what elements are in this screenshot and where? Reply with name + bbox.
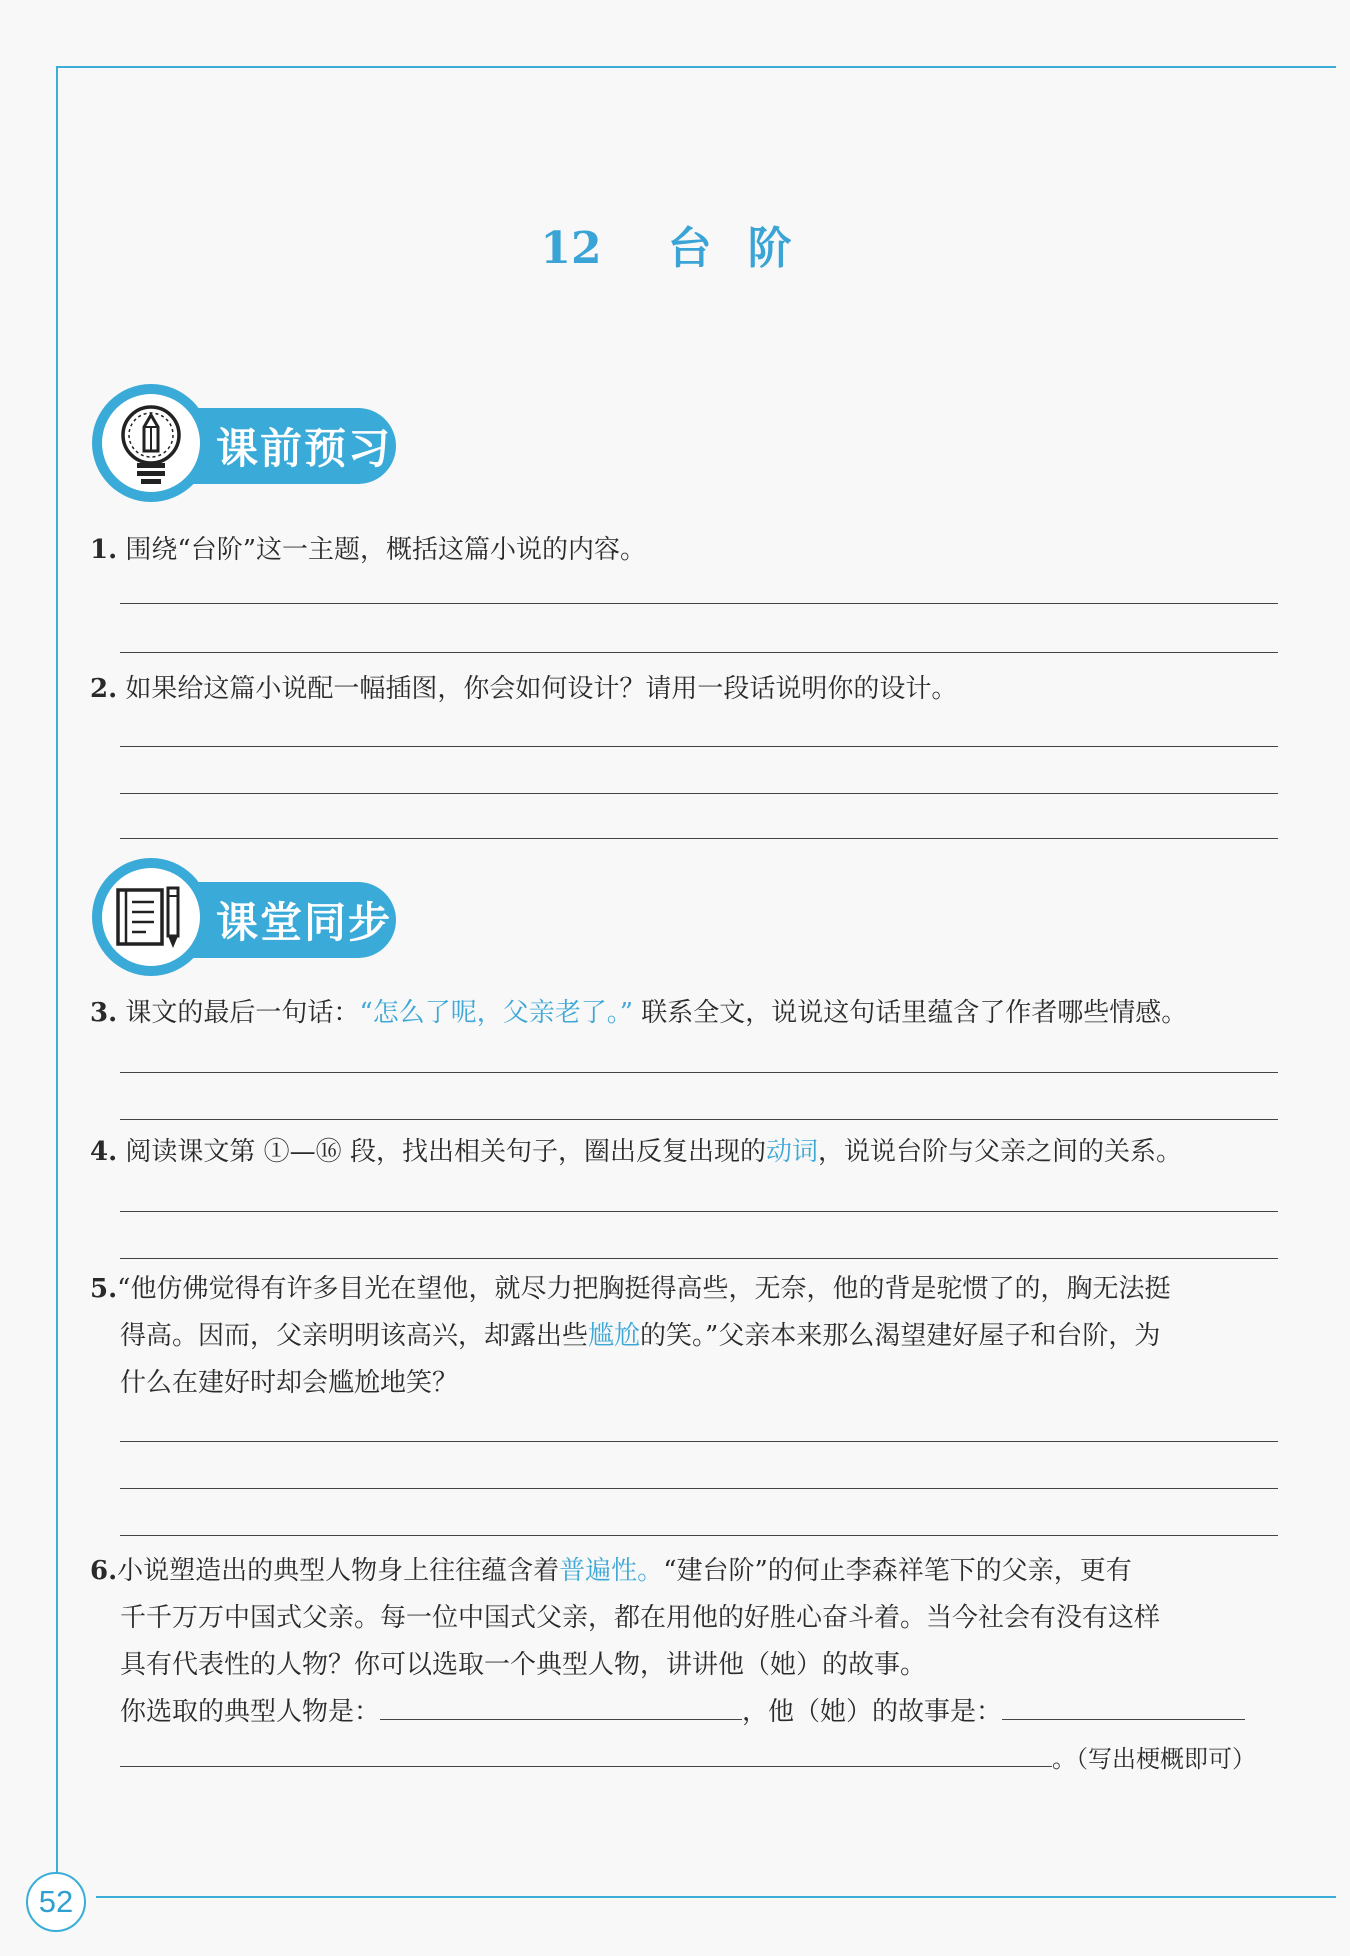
section-label: 课前预习 <box>172 408 396 484</box>
question-text: “他仿佛觉得有许多目光在望他，就尽力把胸挺得高些，无奈，他的背是驼惯了的，胸无法挺 <box>117 1274 1171 1304</box>
question-text: 课文的最后一句话： <box>125 998 360 1028</box>
lesson-number: 12 <box>540 223 602 274</box>
title-char-1: 台 <box>667 223 712 274</box>
highlighted-word: 普遍性。 <box>559 1556 664 1586</box>
answer-line[interactable] <box>120 1258 1278 1259</box>
end-note: 。（写出梗概即可） <box>1052 1745 1256 1773</box>
question-1 <box>90 527 1280 574</box>
question-text: 联系全文，说说这句话里蕴含了作者哪些情感。 <box>641 998 1188 1028</box>
fill-prompt: 你选取的典型人物是： <box>120 1697 381 1727</box>
highlighted-quote: “怎么了呢，父亲老了。” <box>359 998 634 1028</box>
page-frame-bottom <box>96 1896 1336 1898</box>
question-3 <box>90 990 1280 1037</box>
fill-prompt: ，他（她）的故事是： <box>742 1697 1003 1727</box>
notebook-pen-icon <box>112 882 190 952</box>
answer-line[interactable] <box>120 1211 1278 1212</box>
highlighted-word: 动词 <box>765 1137 818 1167</box>
answer-line[interactable] <box>120 652 1278 653</box>
question-text: 具有代表性的人物？你可以选取一个典型人物，讲讲他（她）的故事。 <box>120 1650 927 1680</box>
question-number: 6. <box>90 1556 118 1586</box>
question-text: “建台阶”的何止李森祥笔下的父亲，更有 <box>663 1556 1132 1586</box>
typical-person-blank[interactable] <box>380 1689 742 1720</box>
page-frame-left <box>56 66 58 1896</box>
question-5 <box>90 1266 1280 1407</box>
question-4 <box>90 1129 1280 1176</box>
answer-line[interactable] <box>120 603 1278 604</box>
section-badge-classroom <box>92 858 412 982</box>
answer-line[interactable] <box>120 1441 1278 1442</box>
answer-line[interactable] <box>120 1119 1278 1120</box>
question-text: 阅读课文第 ①—⑯ 段，找出相关句子，圈出反复出现的 <box>125 1137 766 1167</box>
question-text: 小说塑造出的典型人物身上往往蕴含着 <box>117 1556 560 1586</box>
question-6 <box>90 1548 1280 1783</box>
section-label: 课堂同步 <box>172 882 396 958</box>
answer-line[interactable] <box>120 1535 1278 1536</box>
page-frame-top <box>56 66 1336 68</box>
question-number: 3. <box>90 998 118 1028</box>
question-text: 的笑。”父亲本来那么渴望建好屋子和台阶，为 <box>640 1321 1161 1351</box>
story-blank[interactable] <box>1002 1689 1245 1720</box>
answer-line[interactable] <box>120 746 1278 747</box>
answer-line[interactable] <box>120 793 1278 794</box>
question-text: 千千万万中国式父亲。每一位中国式父亲，都在用他的好胜心奋斗着。当今社会有没有这样 <box>120 1603 1161 1633</box>
question-number: 4. <box>90 1137 118 1167</box>
question-number: 1. <box>90 535 118 565</box>
lesson-title <box>0 212 1350 276</box>
question-text: 如果给这篇小说配一幅插图，你会如何设计？请用一段话说明你的设计。 <box>125 674 958 704</box>
question-text: ，说说台阶与父亲之间的关系。 <box>817 1137 1182 1167</box>
highlighted-word: 尴尬 <box>588 1321 641 1351</box>
title-char-2: 阶 <box>747 223 792 274</box>
page-number: 52 <box>26 1872 86 1932</box>
answer-line[interactable] <box>120 838 1278 839</box>
question-number: 2. <box>90 674 118 704</box>
question-number: 5. <box>90 1274 118 1304</box>
question-text: 得高。因而，父亲明明该高兴，却露出些 <box>120 1321 589 1351</box>
story-blank-continued[interactable] <box>120 1736 1052 1767</box>
section-badge-preview <box>92 384 412 508</box>
question-text: 什么在建好时却会尴尬地笑？ <box>120 1368 459 1398</box>
answer-line[interactable] <box>120 1488 1278 1489</box>
answer-line[interactable] <box>120 1072 1278 1073</box>
lightbulb-pen-icon <box>115 401 187 485</box>
question-text: 围绕“台阶”这一主题，概括这篇小说的内容。 <box>125 535 647 565</box>
question-2 <box>90 666 1280 713</box>
